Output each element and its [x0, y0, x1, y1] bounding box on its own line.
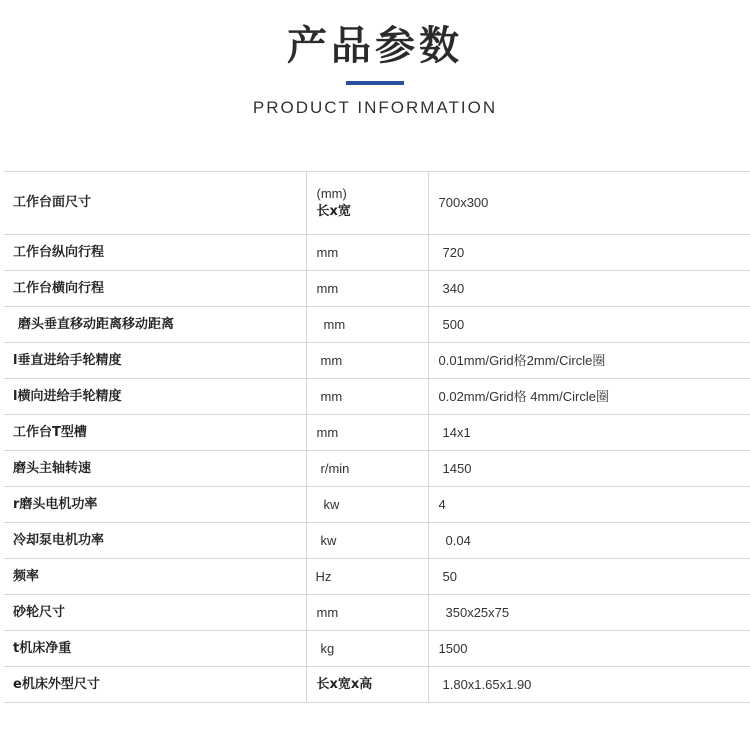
spec-name: 工作台横向行程 — [4, 271, 306, 307]
spec-unit: kg — [306, 631, 428, 667]
spec-table — [4, 171, 750, 703]
spec-name: 工作台面尺寸 — [4, 172, 306, 235]
spec-name: 冷却泵电机功率 — [4, 523, 306, 559]
spec-unit: Hz — [306, 559, 428, 595]
spec-value: 4 — [428, 487, 750, 523]
spec-unit: kw — [306, 487, 428, 523]
spec-value: 50 — [428, 559, 750, 595]
spec-unit-line2: 长x宽 — [316, 204, 351, 219]
spec-name: e机床外型尺寸 — [4, 667, 306, 703]
spec-value: 1450 — [428, 451, 750, 487]
spec-unit-line1: (mm) — [316, 186, 347, 201]
table-row — [4, 487, 750, 523]
table-row — [4, 343, 750, 379]
spec-unit — [306, 172, 428, 235]
spec-value: 700x300 — [428, 172, 750, 235]
table-row — [4, 451, 750, 487]
spec-unit: mm — [306, 415, 428, 451]
table-row — [4, 379, 750, 415]
spec-unit: mm — [306, 379, 428, 415]
spec-unit: mm — [306, 235, 428, 271]
table-row — [4, 667, 750, 703]
spec-unit: r/min — [306, 451, 428, 487]
spec-unit: mm — [306, 343, 428, 379]
spec-value: 500 — [428, 307, 750, 343]
spec-name: 砂轮尺寸 — [4, 595, 306, 631]
title-underline-bar — [346, 81, 404, 85]
spec-name: 工作台T型槽 — [4, 415, 306, 451]
spec-name: 磨头垂直移动距离移动距离 — [4, 307, 306, 343]
table-row — [4, 271, 750, 307]
spec-value: 350x25x75 — [428, 595, 750, 631]
spec-unit: mm — [306, 595, 428, 631]
spec-value: 1500 — [428, 631, 750, 667]
table-row — [4, 235, 750, 271]
spec-value: 0.01mm/Grid格2mm/Circle圈 — [428, 343, 750, 379]
table-row — [4, 172, 750, 235]
spec-value: 720 — [428, 235, 750, 271]
table-row — [4, 415, 750, 451]
spec-name: 工作台纵向行程 — [4, 235, 306, 271]
spec-value: 0.04 — [428, 523, 750, 559]
spec-name: 磨头主轴转速 — [4, 451, 306, 487]
spec-name: 频率 — [4, 559, 306, 595]
spec-unit: mm — [306, 307, 428, 343]
spec-name: t机床净重 — [4, 631, 306, 667]
spec-name: l垂直进给手轮精度 — [4, 343, 306, 379]
table-row — [4, 595, 750, 631]
page-subtitle: PRODUCT INFORMATION — [252, 98, 498, 117]
spec-value: 1.80x1.65x1.90 — [428, 667, 750, 703]
table-row — [4, 559, 750, 595]
table-row — [4, 523, 750, 559]
page-title: 产品参数 — [287, 23, 463, 69]
section-header — [0, 0, 750, 130]
spec-value: 0.02mm/Grid格 4mm/Circle圈 — [428, 379, 750, 415]
spec-unit: mm — [306, 271, 428, 307]
spec-unit: kw — [306, 523, 428, 559]
table-row — [4, 631, 750, 667]
spec-unit: 长x宽x高 — [306, 667, 428, 703]
spec-value: 14x1 — [428, 415, 750, 451]
spec-name: l横向进给手轮精度 — [4, 379, 306, 415]
spec-name: r磨头电机功率 — [4, 487, 306, 523]
spec-value: 340 — [428, 271, 750, 307]
table-row — [4, 307, 750, 343]
